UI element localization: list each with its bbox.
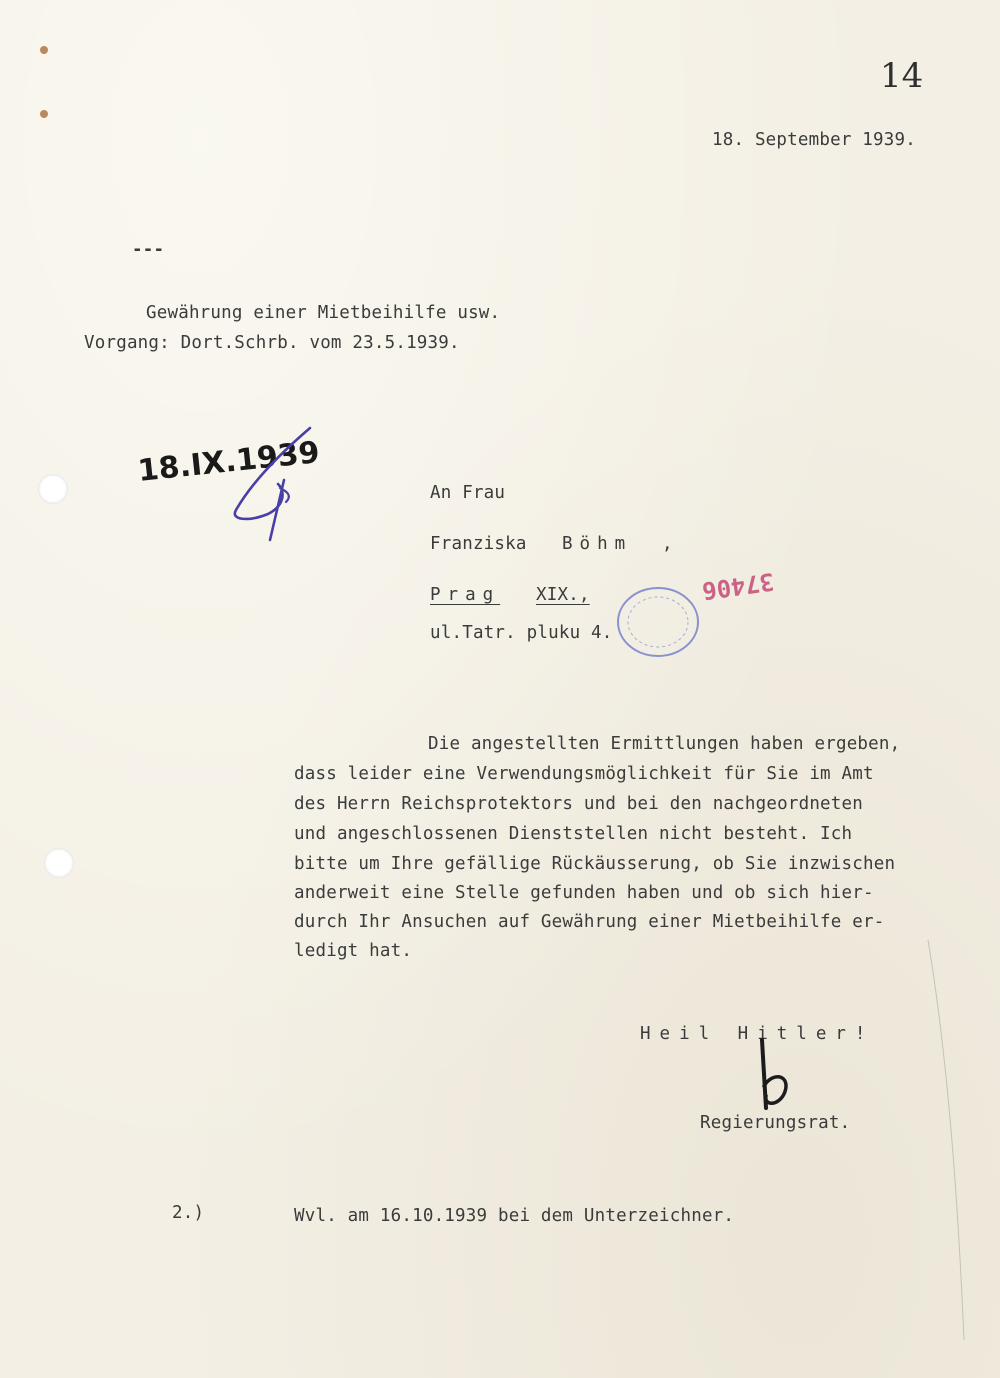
page-number: 14 xyxy=(880,56,924,96)
footer-text: Wvl. am 16.10.1939 bei dem Unterzeichner. xyxy=(294,1206,735,1226)
rust-mark-2 xyxy=(40,110,48,118)
pencil-mark-icon xyxy=(918,940,978,1340)
closing-line: Heil Hitler! xyxy=(640,1024,875,1044)
body-line-6: anderweit eine Stelle gefunden haben und ob sich hier- xyxy=(294,883,874,903)
received-date-stamp: 18.IX.1939 xyxy=(136,435,322,489)
body-line-7: durch Ihr Ansuchen auf Gewährung einer Mietbeihilfe er- xyxy=(294,912,885,932)
handwritten-initials-icon xyxy=(222,422,342,552)
signatory-title: Regierungsrat. xyxy=(700,1113,851,1133)
separator-dash: --- xyxy=(132,240,165,260)
recipient-street: ul.Tatr. pluku 4. xyxy=(430,623,613,643)
body-line-2: dass leider eine Verwendungsmöglichkeit für Sie im Amt xyxy=(294,764,874,784)
recipient-district: XIX., xyxy=(536,585,590,605)
signature-icon xyxy=(740,1030,810,1120)
recipient-last-name: Böhm xyxy=(562,534,633,554)
body-line-5: bitte um Ihre gefällige Rückäusserung, ob Sie inzwischen xyxy=(294,854,896,874)
footer-item-number: 2.) xyxy=(172,1203,205,1223)
subject-line: Gewährung einer Mietbeihilfe usw. xyxy=(146,303,501,323)
registration-number-stamp: 37406 xyxy=(700,567,776,605)
recipient-first-name: Franziska xyxy=(430,534,527,554)
rust-mark-1 xyxy=(40,46,48,54)
letter-date: 18. September 1939. xyxy=(712,130,916,150)
round-office-stamp-icon xyxy=(610,582,700,662)
recipient-last-name-suffix: , xyxy=(662,534,673,554)
body-line-1: Die angestellten Ermittlungen haben ergeben, xyxy=(428,734,901,754)
recipient-city: Prag xyxy=(430,585,501,605)
reference-line: Vorgang: Dort.Schrb. vom 23.5.1939. xyxy=(84,333,460,353)
punch-hole-top xyxy=(38,474,68,504)
body-line-8: ledigt hat. xyxy=(294,941,413,961)
body-line-3: des Herrn Reichsprotektors und bei den nachgeordneten xyxy=(294,794,864,814)
body-line-4: und angeschlossenen Dienststellen nicht besteht. Ich xyxy=(294,824,853,844)
recipient-salutation: An Frau xyxy=(430,483,506,503)
punch-hole-bottom xyxy=(44,848,74,878)
